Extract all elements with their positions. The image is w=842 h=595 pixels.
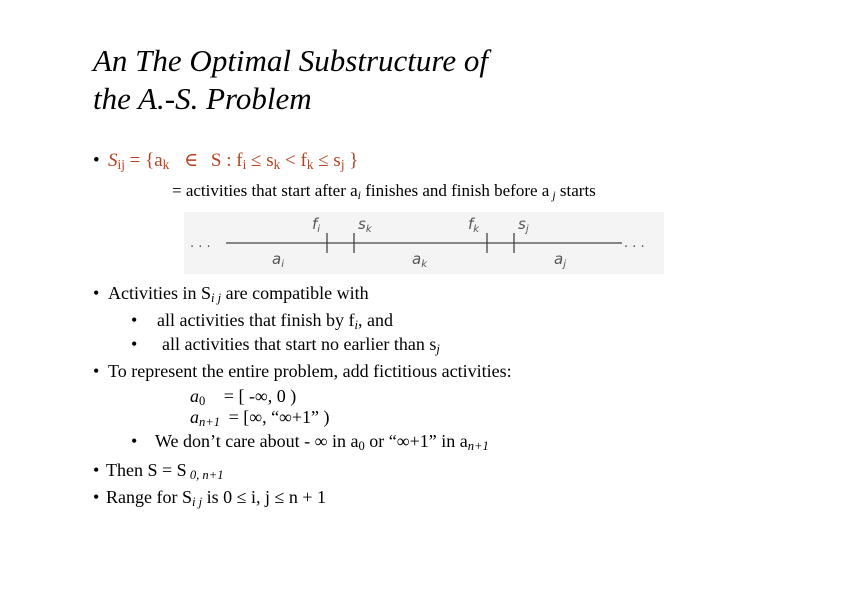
- title-line-2: the A.-S. Problem: [93, 81, 312, 116]
- bullet: •: [93, 361, 100, 381]
- label-sk-sub: k: [365, 224, 372, 235]
- def-j-sub: j: [340, 157, 345, 172]
- title-line-1: An The Optimal Substructure of: [93, 43, 488, 78]
- label-fk-sub: k: [473, 224, 480, 235]
- label-sk: s: [358, 215, 366, 233]
- then-sub: 0, n+1: [186, 468, 224, 482]
- compat-p1: Activities in S: [108, 283, 211, 303]
- a0-symbol: a: [190, 386, 199, 406]
- def-mid: S : f: [210, 150, 243, 171]
- def-k-sub3: k: [306, 157, 314, 172]
- range-p2: is 0 ≤ i, j ≤ n + 1: [202, 487, 327, 507]
- bullet: •: [93, 487, 100, 507]
- compat-line: [93, 282, 369, 304]
- care-sub2: n+1: [467, 439, 489, 453]
- label-fi-sub: i: [317, 224, 321, 235]
- care-p1: We don’t care about - ∞ in a: [155, 431, 359, 451]
- sub1-sub: i: [354, 318, 358, 332]
- an1-sub: n+1: [199, 415, 221, 429]
- bullet: •: [131, 431, 138, 451]
- range-line: [93, 486, 326, 508]
- represent-text: To represent the entire problem, add fictitious activities:: [108, 361, 512, 381]
- care-p2: or “∞+1” in a: [364, 431, 468, 451]
- sub-bullet-start: [131, 333, 440, 355]
- explain-i-sub: i: [357, 188, 361, 202]
- explain-j-sub: j: [552, 188, 556, 202]
- range-p1: Range for S: [106, 487, 192, 507]
- bullet: •: [131, 310, 138, 330]
- def-le1: ≤ s: [251, 150, 274, 171]
- compat-sub: i j: [211, 291, 222, 305]
- label-sj-sub: j: [525, 224, 529, 235]
- represent-line: [93, 360, 512, 382]
- compat-p2: are compatible with: [221, 283, 369, 303]
- sub1-p2: , and: [357, 310, 393, 330]
- then-line: [93, 459, 224, 481]
- label-sj: s: [518, 215, 526, 233]
- def-lt: < f: [285, 150, 307, 171]
- def-close: }: [349, 150, 359, 171]
- range-sub: i j: [191, 495, 203, 509]
- then-p1: Then S = S: [106, 460, 187, 480]
- label-ai-sub: i: [281, 259, 284, 270]
- bullet: •: [93, 150, 100, 171]
- bullet: •: [93, 460, 100, 480]
- a0-value: = [ -∞, 0 ): [223, 386, 297, 406]
- a0-line: [190, 385, 296, 407]
- def-k-sub: k: [162, 157, 170, 172]
- def-element-of: ∈: [184, 150, 199, 171]
- def-s-sub: ij: [117, 157, 125, 172]
- sub2-p1: all activities that start no earlier than s: [162, 334, 437, 354]
- an1-line: [190, 406, 330, 428]
- sub2-sub: j: [436, 342, 440, 356]
- slide-title: [93, 42, 488, 118]
- label-ak-sub: k: [421, 259, 427, 270]
- label-ak: a: [412, 250, 422, 268]
- explain-p3: starts: [555, 181, 596, 200]
- sub1-p1: all activities that finish by f: [157, 310, 355, 330]
- an1-symbol: a: [190, 407, 199, 427]
- def-eq: = {a: [129, 150, 163, 171]
- definition-line: [93, 150, 358, 172]
- label-ai: a: [272, 250, 282, 268]
- def-i-sub: i: [242, 157, 247, 172]
- explain-p2: finishes and finish before a: [360, 181, 550, 200]
- label-fk: f: [468, 215, 474, 233]
- bullet: •: [131, 334, 138, 354]
- def-k-sub2: k: [273, 157, 281, 172]
- sub-bullet-finish: [131, 309, 393, 331]
- dots-left: . . .: [190, 236, 211, 251]
- care-line: [131, 430, 489, 452]
- a0-sub: 0: [199, 394, 206, 408]
- def-s-symbol: S: [108, 150, 118, 171]
- label-fi: f: [312, 215, 318, 233]
- bullet: •: [93, 283, 100, 303]
- explain-p1: = activities that start after a: [172, 181, 358, 200]
- care-sub1: 0: [358, 439, 365, 453]
- def-le2: ≤ s: [318, 150, 341, 171]
- timeline-diagram: [184, 212, 664, 274]
- explanation-line: [172, 180, 596, 202]
- dots-right: . . .: [624, 236, 645, 251]
- label-aj-sub: j: [563, 259, 566, 270]
- an1-value: = [∞, “∞+1” ): [228, 407, 330, 427]
- label-aj: a: [554, 250, 564, 268]
